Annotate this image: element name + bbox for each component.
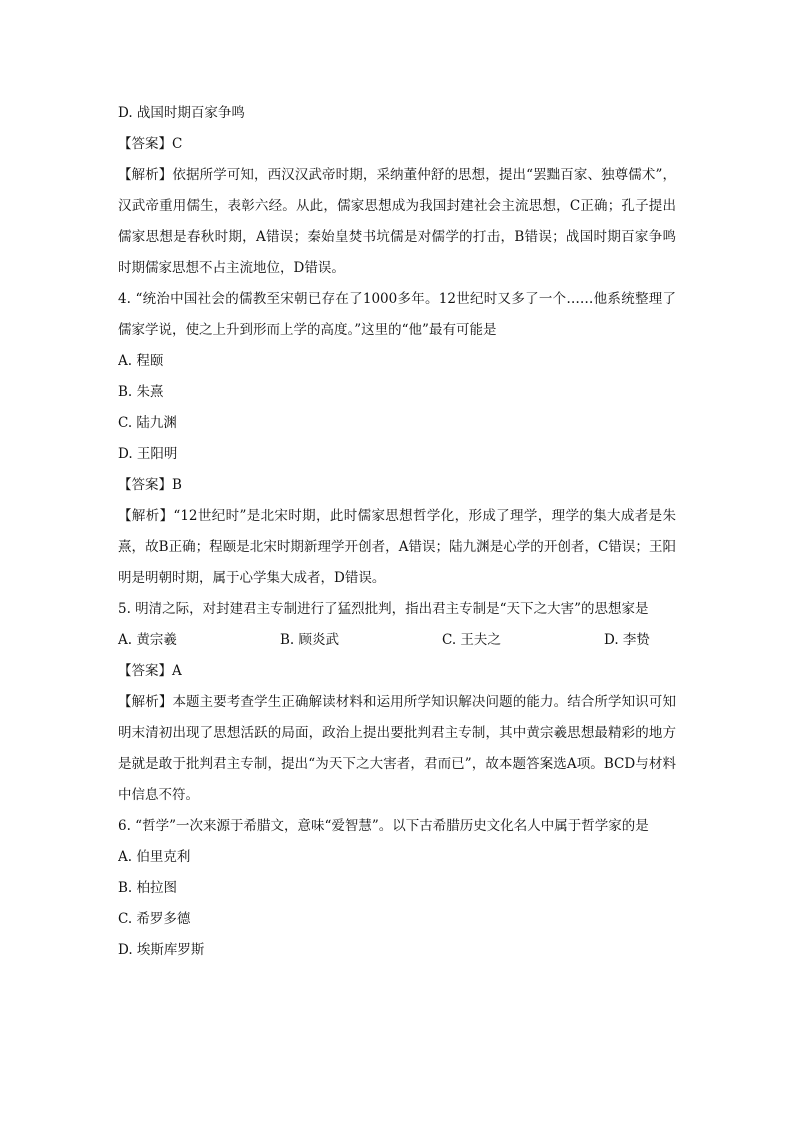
q4-option-d: D. 王阳明 [118,446,178,462]
q6-option-d: D. 埃斯库罗斯 [118,942,205,958]
q5-option-d: D. 李贽 [604,632,650,648]
q4-answer: 【答案】B [118,477,182,493]
q4-option-c: C. 陆九渊 [118,415,177,431]
q3-answer: 【答案】C [118,136,183,152]
q4-stem: 4. “统治中国社会的儒教至宋朝已存在了1000多年。12世纪时又多了一个……他系统整理了儒家学说，使之上升到形而上学的高度。”这里的“他”最有可能是 [118,291,676,338]
q5-answer: 【答案】A [118,663,182,679]
q6-option-a: A. 伯里克利 [118,849,191,865]
q6-option-c: C. 希罗多德 [118,911,191,927]
q5-option-b: B. 顾炎武 [280,632,340,648]
q5-options-row [118,625,676,656]
q5-analysis: 【解析】本题主要考查学生正确解读材料和运用所学知识解决问题的能力。结合所学知识可知明末清初出现了思想活跃的局面，政治上提出要批判君主专制，其中黄宗羲思想最精彩的地方是就是敢于批判君主专制，提出“为天下之大害者，君而已”，故本题答案选A项。BCD与材料中信息不符。 [118,694,676,803]
q4-option-b: B. 朱熹 [118,384,164,400]
q5-stem: 5. 明清之际，对封建君主专制进行了猛烈批判，指出君主专制是“天下之大害”的思想家是 [118,601,649,617]
q6-stem: 6. “哲学”一次来源于希腊文，意味“爱智慧”。以下古希腊历史文化名人中属于哲学家的是 [118,818,649,834]
q4-option-a: A. 程颐 [118,353,164,369]
q5-option-a: A. 黄宗羲 [118,632,177,648]
q4-analysis: 【解析】“12世纪时”是北宋时期，此时儒家思想哲学化，形成了理学，理学的集大成者是朱熹，故B正确；程颐是北宋时期新理学开创者，A错误；陆九渊是心学的开创者，C错误；王阳明是明朝时期，属于心学集大成者，D错误。 [118,508,676,586]
q5-option-c: C. 王夫之 [442,632,501,648]
exam-page [118,98,676,966]
q3-option-d: D. 战国时期百家争鸣 [118,105,245,121]
q6-option-b: B. 柏拉图 [118,880,178,896]
q3-analysis: 【解析】依据所学可知，西汉汉武帝时期，采纳董仲舒的思想，提出“罢黜百家、独尊儒术”，汉武帝重用儒生，表彰六经。从此，儒家思想成为我国封建社会主流思想，C正确；孔子提出儒家思想是春秋时期，A错误；秦始皇焚书坑儒是对儒学的打击，B错误；战国时期百家争鸣时期儒家思想不占主流地位，D错误。 [118,167,676,276]
